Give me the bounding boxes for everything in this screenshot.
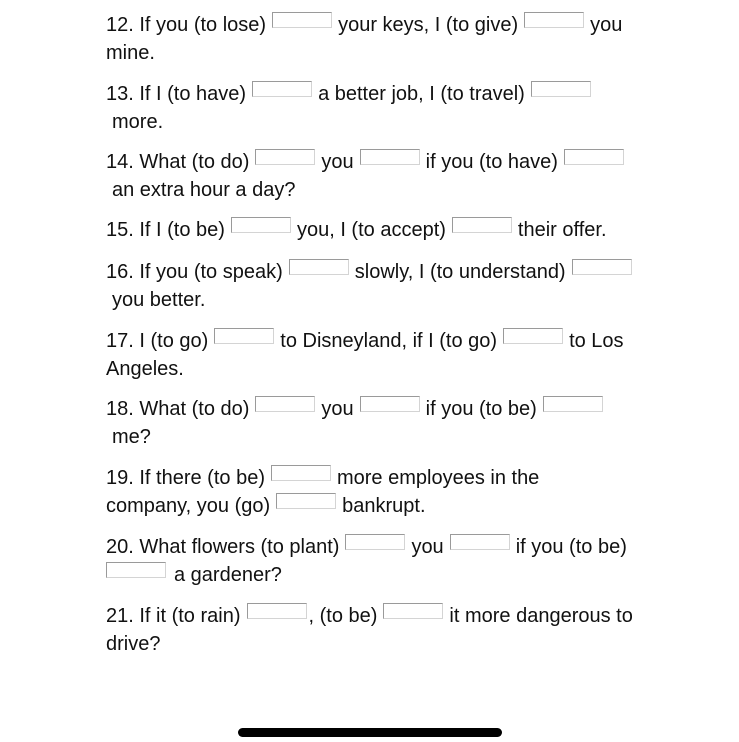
q18-text-b: you: [321, 398, 354, 420]
question-20: [106, 533, 696, 589]
question-21: [106, 602, 696, 658]
question-18: [106, 395, 696, 451]
q19-answer-1-input[interactable]: [271, 465, 331, 481]
question-13: [106, 80, 696, 136]
home-indicator[interactable]: [238, 728, 502, 737]
q12-text-c: you: [590, 14, 623, 36]
q21-text-c: it more dangerous to: [449, 605, 633, 627]
q17-answer-2-input[interactable]: [503, 328, 563, 344]
q14-answer-2-input[interactable]: [360, 149, 420, 165]
q21-text-a: 21. If it (to rain): [106, 605, 241, 627]
question-17: [106, 327, 696, 383]
q14-answer-1-input[interactable]: [255, 149, 315, 165]
q20-answer-1-input[interactable]: [345, 534, 405, 550]
q12-text-d: mine.: [106, 42, 155, 64]
q19-answer-2-input[interactable]: [276, 493, 336, 509]
q16-text-c: you better.: [112, 289, 206, 311]
q17-text-c: to Los: [569, 330, 624, 352]
q20-answer-3-input[interactable]: [106, 562, 166, 578]
q20-text-c: if you (to be): [515, 536, 627, 558]
q21-answer-1-input[interactable]: [247, 603, 307, 619]
q12-text-a: 12. If you (to lose): [106, 14, 267, 36]
q15-answer-2-input[interactable]: [452, 217, 512, 233]
q14-text-a: 14. What (to do): [106, 151, 250, 173]
q19-text-b: more employees in the: [336, 467, 540, 489]
q19-text-d: bankrupt.: [342, 495, 426, 517]
q16-text-a: 16. If you (to speak): [106, 261, 283, 283]
q20-text-d: a gardener?: [174, 564, 282, 586]
q16-answer-1-input[interactable]: [289, 259, 349, 275]
q18-answer-2-input[interactable]: [360, 396, 420, 412]
q12-answer-1-input[interactable]: [272, 12, 332, 28]
q21-text-d: drive?: [106, 633, 161, 655]
q15-answer-1-input[interactable]: [231, 217, 291, 233]
q15-text-a: 15. If I (to be): [106, 219, 225, 241]
q18-answer-1-input[interactable]: [255, 396, 315, 412]
q16-text-b: slowly, I (to understand): [354, 261, 566, 283]
q18-text-c: if you (to be): [425, 398, 537, 420]
q15-text-c: their offer.: [517, 219, 607, 241]
q20-text-b: you: [411, 536, 444, 558]
question-16: [106, 258, 696, 314]
q20-text-a: 20. What flowers (to plant): [106, 536, 340, 558]
q19-text-c: company, you (go): [106, 495, 271, 517]
q17-text-b: to Disneyland, if I (to go): [280, 330, 498, 352]
q13-answer-2-input[interactable]: [531, 81, 591, 97]
q12-answer-2-input[interactable]: [524, 12, 584, 28]
q18-text-d: me?: [112, 426, 151, 448]
q17-text-d: Angeles.: [106, 358, 184, 380]
q13-text-b: a better job, I (to travel): [318, 83, 525, 105]
q13-answer-1-input[interactable]: [252, 81, 312, 97]
q17-text-a: 17. I (to go): [106, 330, 209, 352]
question-12: [106, 11, 696, 67]
q18-answer-3-input[interactable]: [543, 396, 603, 412]
q20-answer-2-input[interactable]: [450, 534, 510, 550]
question-19: [106, 464, 696, 520]
q13-text-c: more.: [112, 111, 164, 133]
q12-text-b: your keys, I (to give): [338, 14, 519, 36]
q17-answer-1-input[interactable]: [214, 328, 274, 344]
q14-text-d: an extra hour a day?: [112, 179, 296, 201]
question-15: [106, 216, 696, 244]
q14-text-b: you: [321, 151, 354, 173]
q21-text-b: , (to be): [308, 605, 378, 627]
q14-text-c: if you (to have): [425, 151, 558, 173]
q21-answer-2-input[interactable]: [383, 603, 443, 619]
q18-text-a: 18. What (to do): [106, 398, 250, 420]
q13-text-a: 13. If I (to have): [106, 83, 247, 105]
q15-text-b: you, I (to accept): [296, 219, 446, 241]
q14-answer-3-input[interactable]: [564, 149, 624, 165]
q16-answer-2-input[interactable]: [572, 259, 632, 275]
q19-text-a: 19. If there (to be): [106, 467, 265, 489]
question-14: [106, 148, 696, 204]
